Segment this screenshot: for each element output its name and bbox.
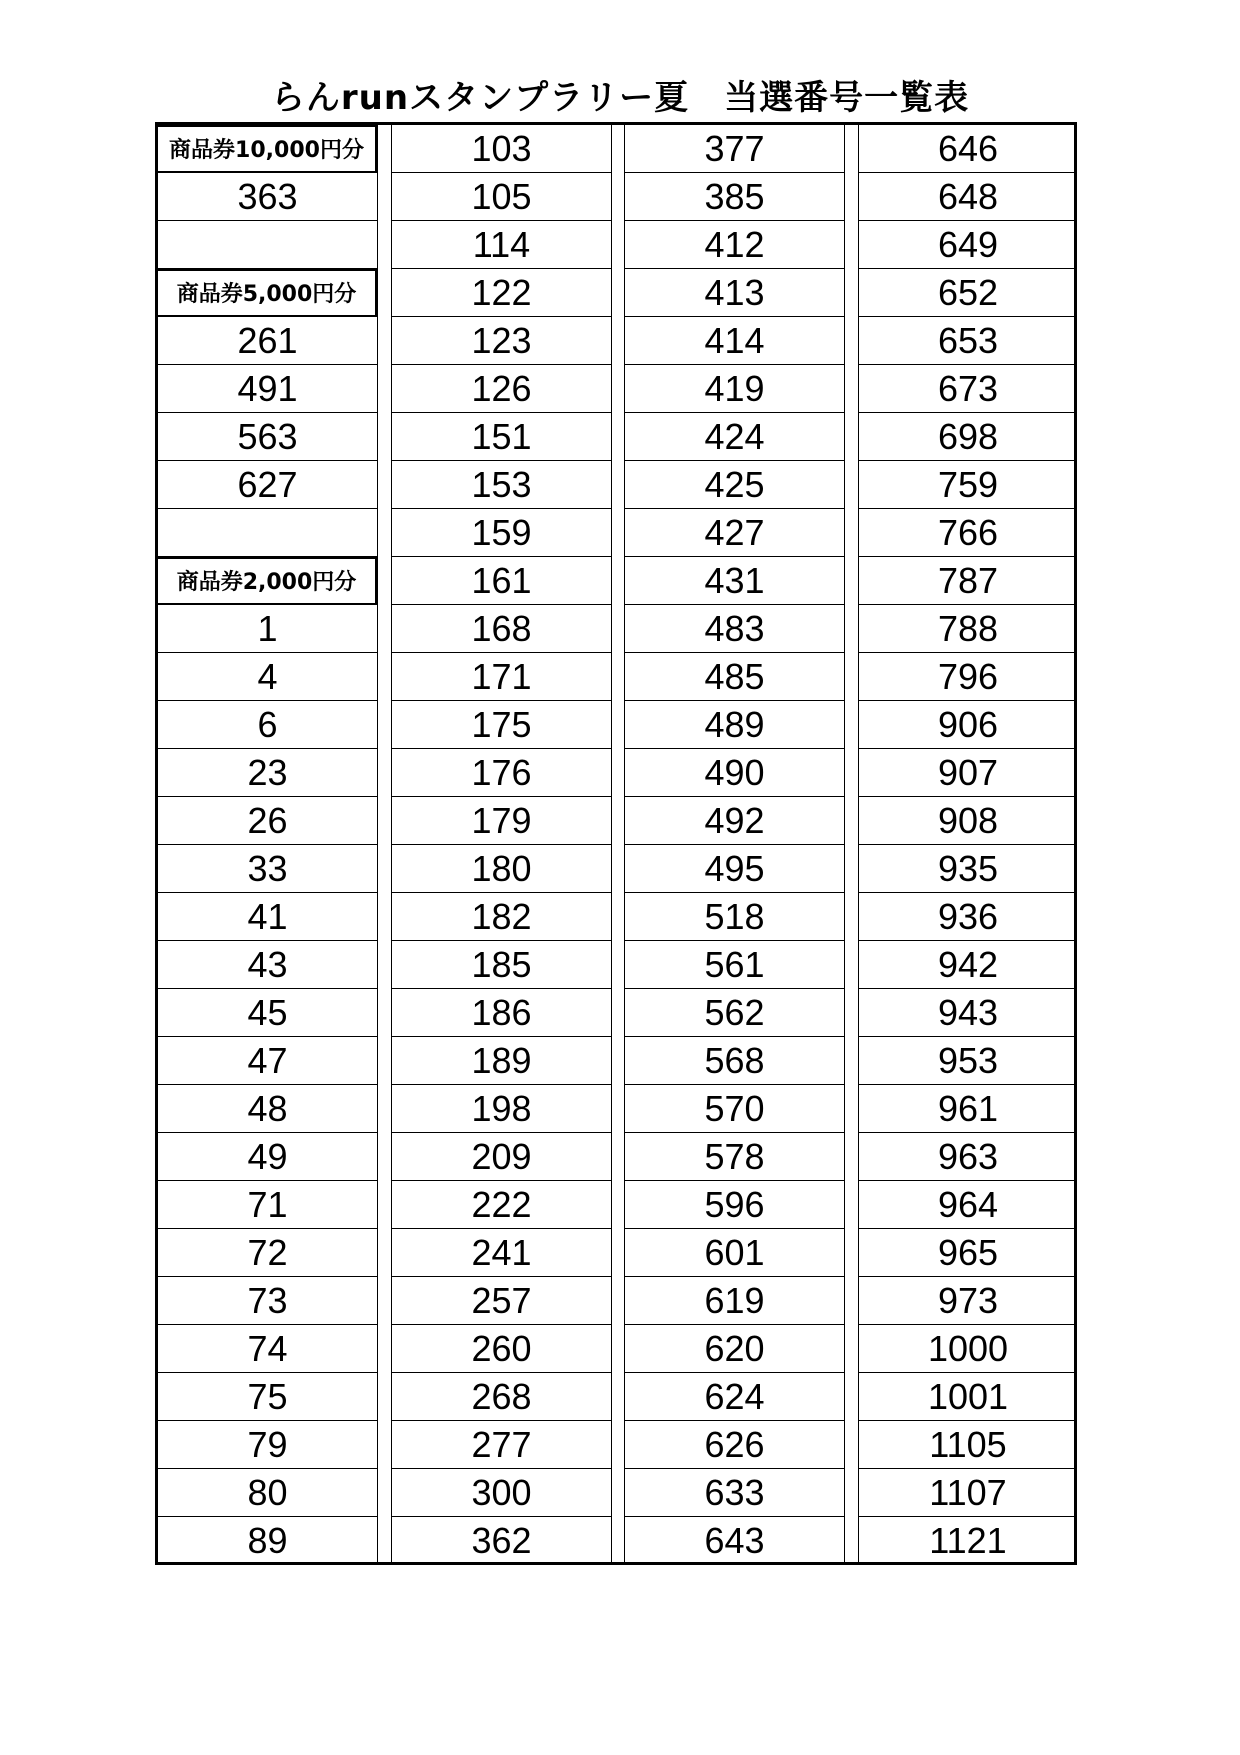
winning-number: 114 xyxy=(392,221,611,269)
winning-number: 964 xyxy=(859,1181,1077,1229)
winning-number: 186 xyxy=(392,989,611,1037)
winning-number: 759 xyxy=(859,461,1077,509)
winning-number: 963 xyxy=(859,1133,1077,1181)
winning-number: 698 xyxy=(859,413,1077,461)
winning-number: 973 xyxy=(859,1277,1077,1325)
winning-number: 241 xyxy=(392,1229,611,1277)
winning-number: 73 xyxy=(158,1277,377,1325)
winning-number: 942 xyxy=(859,941,1077,989)
number-column-1 xyxy=(391,125,612,1565)
winning-number: 171 xyxy=(392,653,611,701)
winning-number: 620 xyxy=(625,1325,844,1373)
winning-number: 491 xyxy=(158,365,377,413)
winning-number: 385 xyxy=(625,173,844,221)
winning-number: 413 xyxy=(625,269,844,317)
prize-tier-header: 商品券10,000円分 xyxy=(158,125,377,173)
winning-number: 562 xyxy=(625,989,844,1037)
number-column-2 xyxy=(624,125,845,1565)
winning-number: 796 xyxy=(859,653,1077,701)
winning-number: 123 xyxy=(392,317,611,365)
winning-number: 626 xyxy=(625,1421,844,1469)
winning-number: 419 xyxy=(625,365,844,413)
winning-number: 652 xyxy=(859,269,1077,317)
winning-number: 89 xyxy=(247,1520,288,1561)
winning-number: 1105 xyxy=(859,1421,1077,1469)
winning-number: 126 xyxy=(392,365,611,413)
winning-number: 168 xyxy=(392,605,611,653)
winning-number: 72 xyxy=(158,1229,377,1277)
winning-number: 490 xyxy=(625,749,844,797)
winning-number: 1121 xyxy=(929,1520,1007,1561)
winning-number: 180 xyxy=(392,845,611,893)
winning-number: 619 xyxy=(625,1277,844,1325)
winning-number: 943 xyxy=(859,989,1077,1037)
prize-column xyxy=(158,125,378,1565)
winning-number: 424 xyxy=(625,413,844,461)
winning-number: 161 xyxy=(392,557,611,605)
winning-number: 363 xyxy=(158,173,377,221)
winning-number: 673 xyxy=(859,365,1077,413)
winning-number: 431 xyxy=(625,557,844,605)
winning-number: 649 xyxy=(859,221,1077,269)
winning-number: 495 xyxy=(625,845,844,893)
winning-number: 48 xyxy=(158,1085,377,1133)
winning-number: 26 xyxy=(158,797,377,845)
winning-number: 788 xyxy=(859,605,1077,653)
winning-number: 151 xyxy=(392,413,611,461)
winning-number: 198 xyxy=(392,1085,611,1133)
winning-number: 907 xyxy=(859,749,1077,797)
winning-number: 578 xyxy=(625,1133,844,1181)
winning-number: 624 xyxy=(625,1373,844,1421)
winning-number: 300 xyxy=(392,1469,611,1517)
winning-number: 74 xyxy=(158,1325,377,1373)
winning-number: 71 xyxy=(158,1181,377,1229)
winning-number: 425 xyxy=(625,461,844,509)
winning-number: 561 xyxy=(625,941,844,989)
winning-number: 257 xyxy=(392,1277,611,1325)
winning-number: 41 xyxy=(158,893,377,941)
winning-number: 179 xyxy=(392,797,611,845)
winning-number: 646 xyxy=(859,125,1077,173)
winning-number: 643 xyxy=(704,1520,765,1561)
winning-number: 518 xyxy=(625,893,844,941)
winning-number: 1107 xyxy=(859,1469,1077,1517)
winning-number: 568 xyxy=(625,1037,844,1085)
prize-tier-header: 商品券2,000円分 xyxy=(158,557,377,605)
winning-number: 1000 xyxy=(859,1325,1077,1373)
winning-number: 596 xyxy=(625,1181,844,1229)
winning-number: 268 xyxy=(392,1373,611,1421)
winning-number: 492 xyxy=(625,797,844,845)
winning-number: 209 xyxy=(392,1133,611,1181)
winning-number: 935 xyxy=(859,845,1077,893)
winning-number: 485 xyxy=(625,653,844,701)
blank-cell xyxy=(158,509,377,557)
winning-number: 175 xyxy=(392,701,611,749)
page-title: らんrunスタンプラリー夏 当選番号一覧表 xyxy=(270,78,970,118)
winning-number: 563 xyxy=(158,413,377,461)
winning-number: 159 xyxy=(392,509,611,557)
blank-cell xyxy=(158,221,377,269)
winning-number: 601 xyxy=(625,1229,844,1277)
winning-number: 377 xyxy=(625,125,844,173)
winning-number: 965 xyxy=(859,1229,1077,1277)
winning-number: 43 xyxy=(158,941,377,989)
winning-number: 182 xyxy=(392,893,611,941)
winning-number: 122 xyxy=(392,269,611,317)
winning-number: 648 xyxy=(859,173,1077,221)
number-column-3 xyxy=(858,125,1077,1565)
winning-number: 4 xyxy=(158,653,377,701)
winning-number: 49 xyxy=(158,1133,377,1181)
winning-number: 414 xyxy=(625,317,844,365)
winning-number: 153 xyxy=(392,461,611,509)
winning-number: 427 xyxy=(625,509,844,557)
winning-number: 277 xyxy=(392,1421,611,1469)
winning-number: 961 xyxy=(859,1085,1077,1133)
winning-number: 953 xyxy=(859,1037,1077,1085)
winning-number: 79 xyxy=(158,1421,377,1469)
winning-number: 766 xyxy=(859,509,1077,557)
winning-number: 80 xyxy=(158,1469,377,1517)
winning-number: 261 xyxy=(158,317,377,365)
winning-number: 23 xyxy=(158,749,377,797)
winning-number: 189 xyxy=(392,1037,611,1085)
winning-number: 483 xyxy=(625,605,844,653)
winning-number: 633 xyxy=(625,1469,844,1517)
winning-number: 412 xyxy=(625,221,844,269)
winning-number: 489 xyxy=(625,701,844,749)
winning-number: 627 xyxy=(158,461,377,509)
winning-number: 908 xyxy=(859,797,1077,845)
winning-number: 906 xyxy=(859,701,1077,749)
winning-number: 47 xyxy=(158,1037,377,1085)
winning-number: 222 xyxy=(392,1181,611,1229)
winning-number: 105 xyxy=(392,173,611,221)
winning-number: 6 xyxy=(158,701,377,749)
winning-number: 362 xyxy=(471,1520,532,1561)
winning-number: 1001 xyxy=(859,1373,1077,1421)
winning-number: 45 xyxy=(158,989,377,1037)
winning-number: 260 xyxy=(392,1325,611,1373)
winning-number: 75 xyxy=(158,1373,377,1421)
winning-number: 176 xyxy=(392,749,611,797)
winning-number: 103 xyxy=(392,125,611,173)
winning-number: 1 xyxy=(158,605,377,653)
prize-tier-header: 商品券5,000円分 xyxy=(158,269,377,317)
winning-number: 185 xyxy=(392,941,611,989)
winning-number: 653 xyxy=(859,317,1077,365)
winning-number: 570 xyxy=(625,1085,844,1133)
winning-number: 33 xyxy=(158,845,377,893)
winning-number: 787 xyxy=(859,557,1077,605)
winning-numbers-table xyxy=(155,122,1077,1565)
winning-number: 936 xyxy=(859,893,1077,941)
